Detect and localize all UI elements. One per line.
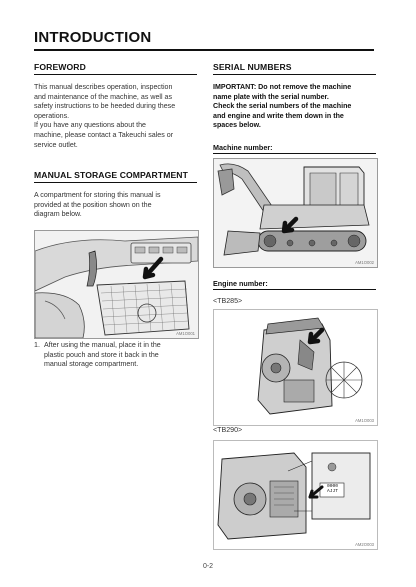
- model-tag-tb290: <TB290>: [213, 426, 243, 434]
- figure-code: AM2O003: [355, 542, 374, 547]
- nameplate-line-2: AJJT: [326, 489, 339, 495]
- excavator-illustration: [214, 159, 377, 267]
- nameplate-line-1: 0000: [326, 484, 339, 489]
- foreword-body: This manual describes operation, inspection and maintenance of the machine, as well as safety instructions to be heeded during these operations. If you have any questions about the machine, please contact a Takeuchi sales or service outlet.: [34, 83, 176, 149]
- storage-rule: [34, 182, 197, 183]
- figure-code: AM1O002: [355, 260, 374, 265]
- list-number: 1.: [34, 341, 40, 349]
- engine-figure-tb290: [213, 440, 378, 550]
- storage-heading: MANUAL STORAGE COMPARTMENT: [34, 170, 188, 180]
- page-number: 0-2: [202, 563, 214, 570]
- serial-heading: SERIAL NUMBERS: [213, 62, 292, 72]
- figure-code: AM1O003: [355, 418, 374, 423]
- title-rule: [34, 49, 374, 51]
- storage-compartment-illustration: [35, 231, 198, 338]
- figure-code: AM1O001: [176, 331, 195, 336]
- engine-number-rule: [213, 289, 376, 290]
- machine-number-label: Machine number:: [213, 143, 273, 152]
- model-tag-tb285: <TB285>: [213, 297, 243, 305]
- engine-nameplate: [321, 484, 344, 494]
- machine-figure: [213, 158, 378, 268]
- serial-rule: [213, 74, 376, 75]
- serial-important-note: IMPORTANT: Do not remove the machine name plate with the serial number. Check the serial numbers of the machine and engine and write them down in the spaces below.: [213, 83, 352, 130]
- foreword-rule: [34, 74, 197, 75]
- storage-body: A compartment for storing this manual is provided at the position shown on the diagram below.: [34, 191, 161, 219]
- foreword-heading: FOREWORD: [34, 62, 86, 72]
- engine-plate-illustration: [214, 441, 377, 549]
- storage-compartment-figure: [34, 230, 199, 339]
- list-text: After using the manual, place it in the plastic pouch and store it back in the manual storage compartment.: [44, 341, 161, 369]
- engine-illustration: [214, 310, 377, 425]
- engine-figure-tb285: [213, 309, 378, 426]
- engine-number-label: Engine number:: [213, 279, 268, 288]
- machine-number-rule: [213, 153, 376, 154]
- page-title: INTRODUCTION: [34, 29, 152, 46]
